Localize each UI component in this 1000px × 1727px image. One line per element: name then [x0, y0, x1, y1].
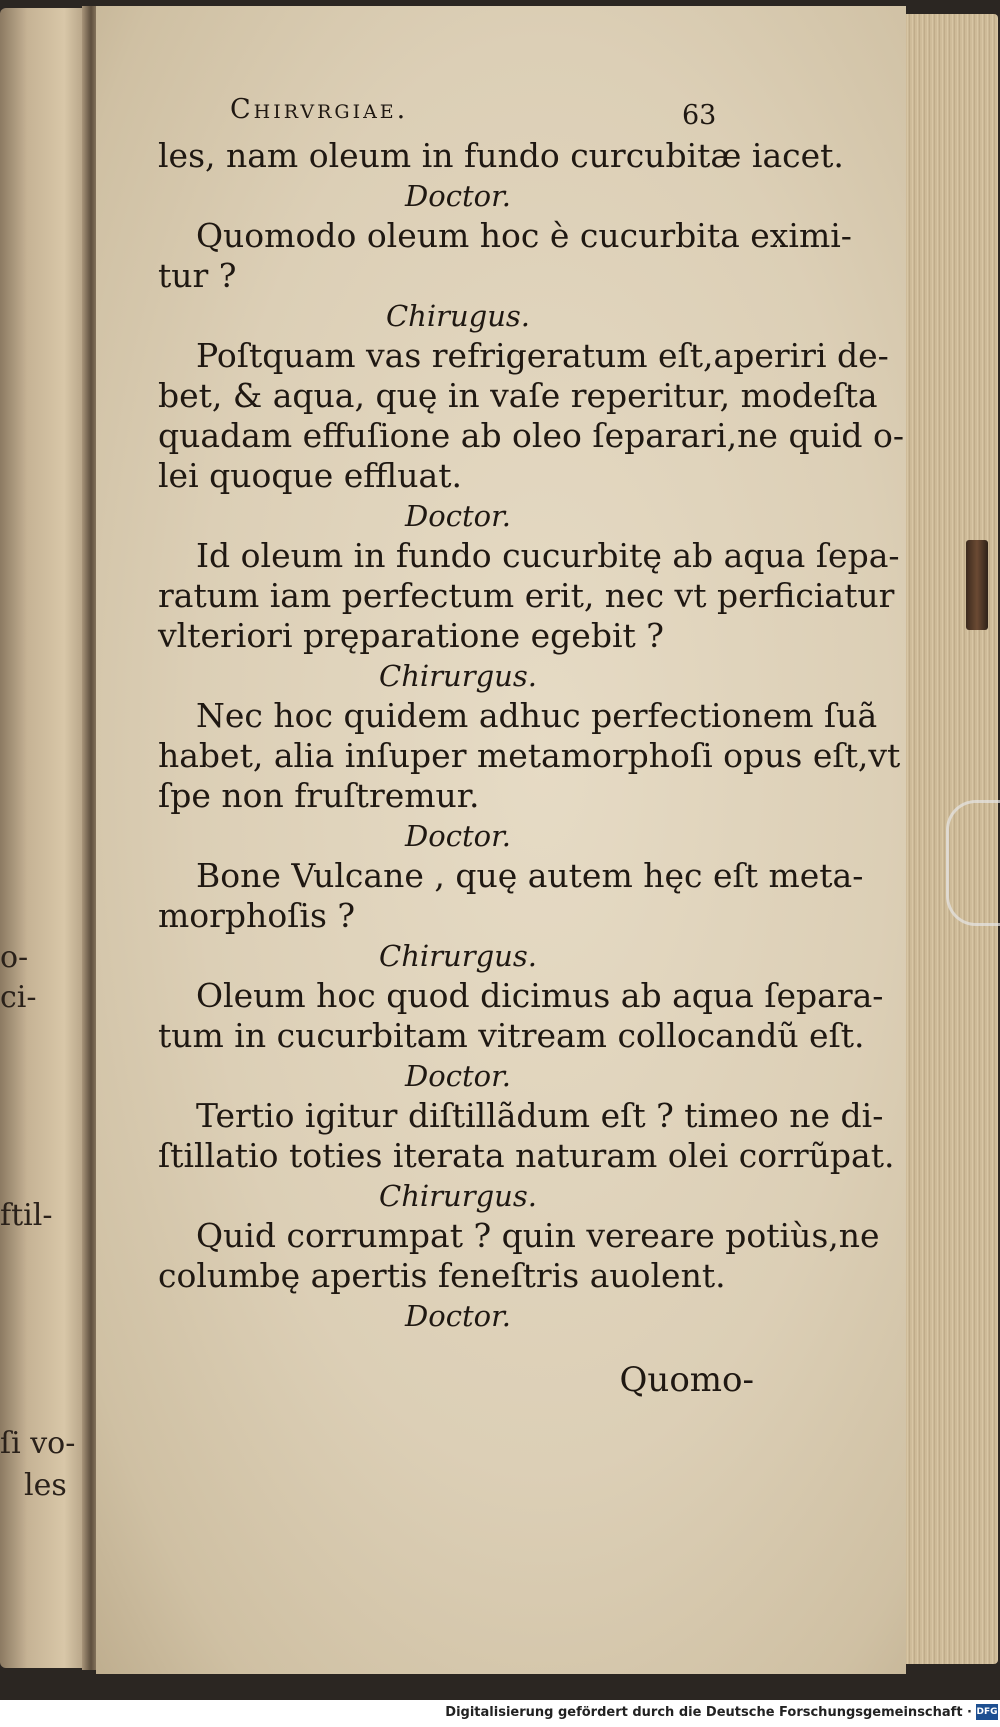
- margin-note: o-: [0, 940, 29, 975]
- text-line: Id oleum in fundo cucurbitę ab aqua ſepa-: [196, 536, 900, 575]
- text-line: ſpe non fruſtremur.: [158, 776, 480, 815]
- dfg-logo: DFG: [976, 1704, 998, 1720]
- catchword: Quomo-: [619, 1360, 754, 1400]
- speaker-heading: Doctor.: [405, 819, 511, 853]
- text-line: Nec hoc quidem adhuc perfectionem ſuã: [196, 696, 878, 735]
- text-line: lei quoque effluat.: [158, 456, 462, 495]
- running-head: [158, 84, 758, 136]
- speaker-heading: Chirurgus.: [379, 659, 537, 693]
- funding-credit: Digitalisierung gefördert durch die Deutsche Forschungsgemeinschaft ·: [445, 1705, 972, 1720]
- page-text: [158, 84, 905, 1402]
- margin-note: les: [24, 1468, 67, 1503]
- speaker-heading: Doctor.: [405, 1059, 511, 1093]
- digitization-footer: [0, 1700, 1000, 1727]
- speaker-heading: Chirugus.: [385, 299, 531, 333]
- text-line: Poſtquam vas refrigeratum eſt,aperiri de-: [196, 336, 889, 375]
- text-line: ſtillatio toties iterata naturam olei corrũpat.: [158, 1136, 895, 1175]
- text-line: morphoſis ?: [158, 896, 356, 935]
- margin-note: ci-: [0, 980, 37, 1015]
- margin-note: ftil-: [0, 1198, 53, 1233]
- text-line: Bone Vulcane , quę autem hęc eſt meta-: [196, 856, 864, 895]
- text-line: vlteriori pręparatione egebit ?: [158, 616, 664, 655]
- text-line: bet, & aqua, quę in vaſe reperitur, modeſta: [158, 376, 878, 415]
- bookmark-ribbon: [966, 540, 988, 630]
- text-line: ratum iam perfectum erit, nec vt perficiatur: [158, 576, 895, 615]
- running-title: Chirvrgiae.: [230, 94, 409, 125]
- speaker-heading: Doctor.: [405, 1299, 511, 1333]
- text-line: Quid corrumpat ? quin vereare potiùs,ne: [196, 1216, 880, 1255]
- clasp-reflection: [946, 800, 1000, 926]
- speaker-heading: Chirurgus.: [379, 939, 537, 973]
- text-line: tur ?: [158, 256, 237, 295]
- text-line: Oleum hoc quod dicimus ab aqua ſepara-: [196, 976, 884, 1015]
- margin-note: ſi vo-: [0, 1426, 76, 1461]
- dialogue-body: [158, 136, 905, 1336]
- previous-page-edge: [0, 8, 92, 1668]
- text-line: columbę apertis feneſtris auolent.: [158, 1256, 726, 1295]
- page-number: 63: [682, 100, 717, 131]
- text-line: quadam effuſione ab oleo ſeparari,ne quid o-: [158, 416, 905, 455]
- text-line: Tertio igitur diſtillãdum eſt ? timeo ne di-: [196, 1096, 884, 1135]
- speaker-heading: Chirurgus.: [379, 1179, 537, 1213]
- text-line: les, nam oleum in fundo curcubitæ iacet.: [158, 136, 844, 175]
- speaker-heading: Doctor.: [405, 499, 511, 533]
- text-line: Quomodo oleum hoc è cucurbita eximi-: [196, 216, 852, 255]
- text-line: tum in cucurbitam vitream collocandũ eſt.: [158, 1016, 865, 1055]
- text-line: habet, alia inſuper metamorphoſi opus eſt,vt: [158, 736, 901, 775]
- speaker-heading: Doctor.: [405, 179, 511, 213]
